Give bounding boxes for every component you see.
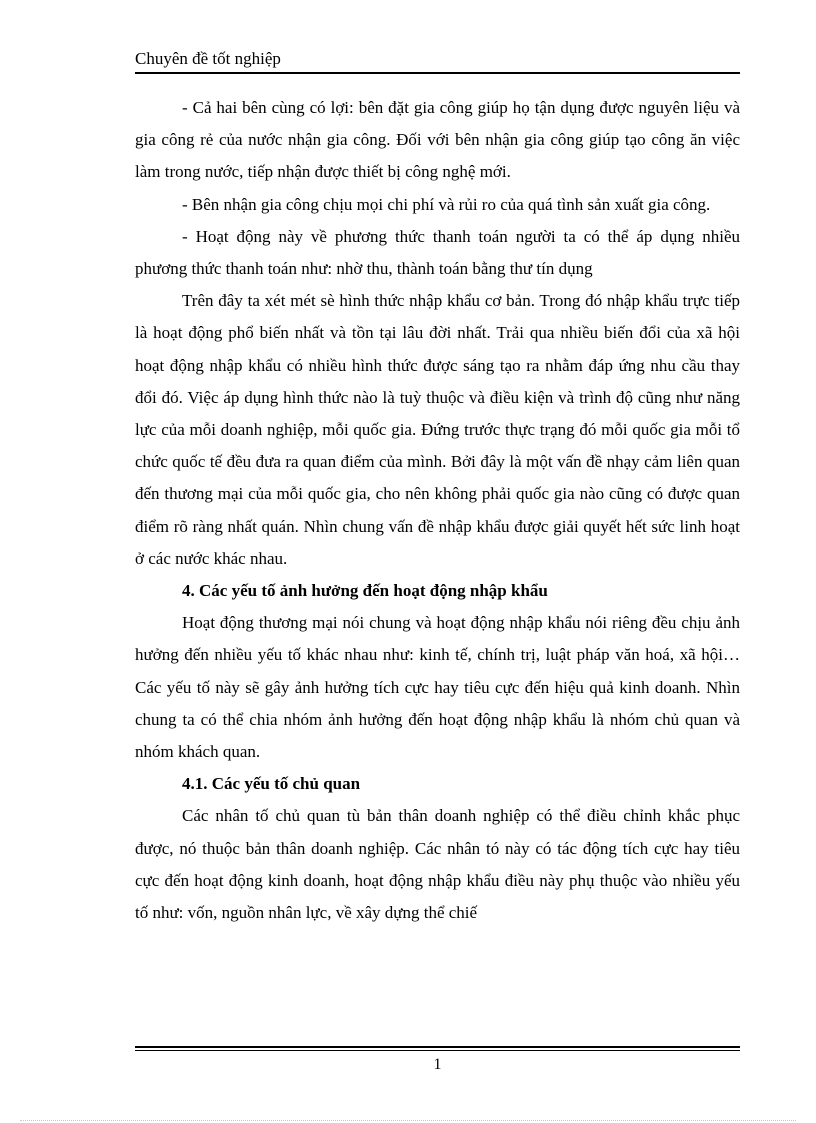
section-heading-factors: 4. Các yếu tố ảnh hưởng đến hoạt động nhập khẩu xyxy=(182,581,548,601)
header-title: Chuyên đề tốt nghiệp xyxy=(135,49,281,68)
page-header xyxy=(135,46,740,74)
footer-rule-thin xyxy=(135,1050,740,1051)
paragraph-payment-methods: - Hoạt động này về phương thức thanh toán người ta có thể áp dụng nhiều phương thức thanh toán như: nhờ thu, thành toán bằng thư tín dụng xyxy=(135,226,740,279)
paragraph-subjective-factors: Các nhân tố chủ quan tù bản thân doanh nghiệp có thể điều chỉnh khắc phục được, nó thuộc bản thân doanh nghiệp. Các nhân tó này có tác động tích cực hay tiêu cực đến hoạt động kinh doanh, hoạt động nhập khẩu điều này phụ thuộc vào nhiều yếu tố như: vốn, nguồn nhân lực, về xây dựng thể chiế xyxy=(135,806,740,923)
page-footer xyxy=(135,1046,740,1075)
section-heading-subjective-factors: 4.1. Các yếu tố chủ quan xyxy=(182,774,361,794)
paragraph-import-forms-summary: Trên đây ta xét mét sè hình thức nhập khẩu cơ bản. Trong đó nhập khẩu trực tiếp là hoạt động phổ biến nhất và tồn tại lâu đời nhất. Trải qua nhiều biến đổi của xã hội hoạt động nhập khẩu có nhiều hình thức được sáng tạo ra nhằm đáp ứng nhu cầu thay đổi đó. Việc áp dụng hình thức nào là tuỳ thuộc và điều kiện và trình độ cũng như năng lực của mỗi doanh nghiệp, mỗi quốc gia. Đứng trước thực trạng đó mỗi quốc gia mỗi tổ chức quốc tế đều đưa ra quan điểm của mình. Bởi đây là một vấn đề nhạy cảm liên quan đến thương mại của mỗi quốc gia, cho nên không phải quốc gia nào cũng có được quan điểm rõ ràng nhất quán. Nhìn chung vấn đề nhập khẩu được giải quyết hết sức linh hoạt ở các nước khác nhau. xyxy=(135,291,740,568)
page-number: 1 xyxy=(433,1056,442,1073)
paragraph-factors-intro: Hoạt động thương mại nói chung và hoạt động nhập khẩu nói riêng đều chịu ảnh hưởng đến nhiều yếu tố khác nhau như: kinh tế, chính trị, luật pháp văn hoá, xã hội… Các yếu tố này sẽ gây ảnh hưởng tích cực hay tiêu cực đến hiệu quả kinh doanh. Nhìn chung ta có thể chia nhóm ảnh hưởng đến hoạt động nhập khẩu là nhóm chủ quan và nhóm khách quan. xyxy=(135,613,740,762)
footer-rule xyxy=(135,1046,740,1048)
page-edge-divider xyxy=(20,1120,796,1121)
paragraph-processor-bears-costs: - Bên nhận gia công chịu mọi chi phí và rủi ro của quá tình sản xuất gia công. xyxy=(182,194,711,214)
paragraph-both-parties-benefit: - Cả hai bên cùng có lợi: bên đặt gia công giúp họ tận dụng được nguyên liệu và gia công rẻ của nước nhận gia công. Đối với bên nhận gia công giúp tạo công ăn việc làm trong nước, tiếp nhận được thiết bị công nghệ mới. xyxy=(135,98,740,182)
document-body xyxy=(135,92,740,929)
